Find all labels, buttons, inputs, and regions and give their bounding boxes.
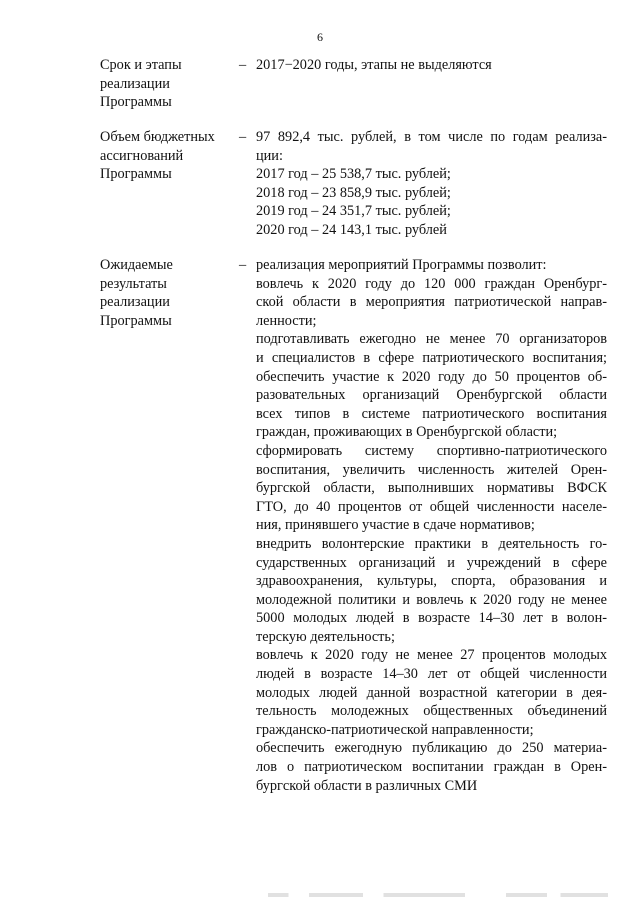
text-line: 2017−2020 годы, этапы не выделяются: [256, 57, 492, 73]
text-line: 2018 год – 23 858,9 тыс. рублей;: [256, 184, 451, 201]
text-line: вовлечь к 2020 году не менее 27 процентов молодых: [256, 647, 607, 664]
text-line: подготавливать ежегодно не менее 70 организаторов: [256, 331, 607, 348]
text-line: молодежной политики и вовлечь к 2020 году не менее: [256, 591, 607, 608]
text-line: всех типов в системе патриотического воспитания: [256, 405, 607, 422]
label-line: Срок и этапы: [100, 57, 182, 73]
text-line: реализация мероприятий Программы позволит:: [256, 257, 547, 273]
label-line: реализации: [100, 75, 170, 92]
page-number: 6: [317, 30, 323, 44]
section-content: [256, 128, 607, 240]
scan-artifact: [268, 893, 608, 897]
label-line: Программы: [100, 94, 172, 111]
text-line: 2020 год – 24 143,1 тыс. рублей: [256, 221, 447, 238]
text-line: гражданско-патриотической направленности;: [256, 721, 534, 738]
section-label: [100, 256, 230, 330]
text-line: сформировать системy спортивно-патриотического: [256, 442, 607, 459]
text-line: бургской области в различных СМИ: [256, 777, 478, 794]
text-line: обеспечить ежегодную публикацию до 250 материа-: [256, 740, 607, 757]
label-line: Ожидаемые: [100, 257, 173, 273]
section-label: [100, 56, 230, 112]
text-line: ГТО, до 40 процентов от общей численности населе-: [256, 498, 607, 515]
label-line: Программы: [100, 166, 172, 183]
text-line: терскую деятельность;: [256, 628, 395, 645]
section-content: [256, 56, 607, 75]
text-line: ленности;: [256, 312, 317, 329]
label-line: реализации: [100, 294, 170, 311]
section-content: [256, 256, 607, 795]
text-line: вовлечь к 2020 году до 120 000 граждан Оренбург-: [256, 275, 607, 292]
text-line: разовательных организаций Оренбургской области: [256, 387, 607, 404]
label-line: результаты: [100, 275, 167, 292]
text-line: людей в возрасте 14–30 лет от общей численности: [256, 666, 607, 683]
label-line: Программы: [100, 312, 172, 329]
text-line: ской области в мероприятия патриотической направ-: [256, 294, 607, 311]
label-line: ассигнований: [100, 147, 184, 164]
text-line: 5000 молодых людей в возрасте 14–30 лет в волон-: [256, 610, 607, 627]
text-line: 2019 год – 24 351,7 тыс. рублей;: [256, 203, 451, 220]
text-line: тельность молодежных общественных объединений: [256, 703, 607, 720]
text-line: внедрить волонтерские практики в деятельность го-: [256, 535, 607, 552]
text-line: бургской области, выполнивших нормативы ВФСК: [256, 480, 607, 497]
text-line: 97 892,4 тыс. рублей, в том числе по годам реализа-: [256, 129, 607, 145]
text-line: обеспечить участие к 2020 году до 50 процентов об-: [256, 368, 607, 385]
text-line: ния, принявшего участие в сдаче нормативов;: [256, 517, 535, 534]
label-line: Объем бюджетных: [100, 129, 215, 145]
section-label: [100, 128, 230, 184]
text-line: ции:: [256, 147, 283, 164]
dash-marker: –: [239, 57, 247, 73]
text-line: воспитания, увеличить численность жителей Орен-: [256, 461, 607, 478]
dash-marker: –: [239, 257, 247, 273]
text-line: здравоохранения, культуры, спорта, образования и: [256, 573, 607, 590]
text-line: лов о патриотическом воспитании граждан в Орен-: [256, 759, 607, 776]
text-line: 2017 год – 25 538,7 тыс. рублей;: [256, 166, 451, 183]
text-line: сударственных организаций и учреждений в сфере: [256, 554, 607, 571]
text-line: и специалистов в сфере патриотического воспитания;: [256, 349, 607, 366]
text-line: граждан, проживающих в Оренбургской области;: [256, 424, 558, 441]
dash-marker: –: [239, 129, 247, 145]
text-line: молодых людей данной возрастной категории в дея-: [256, 684, 607, 701]
